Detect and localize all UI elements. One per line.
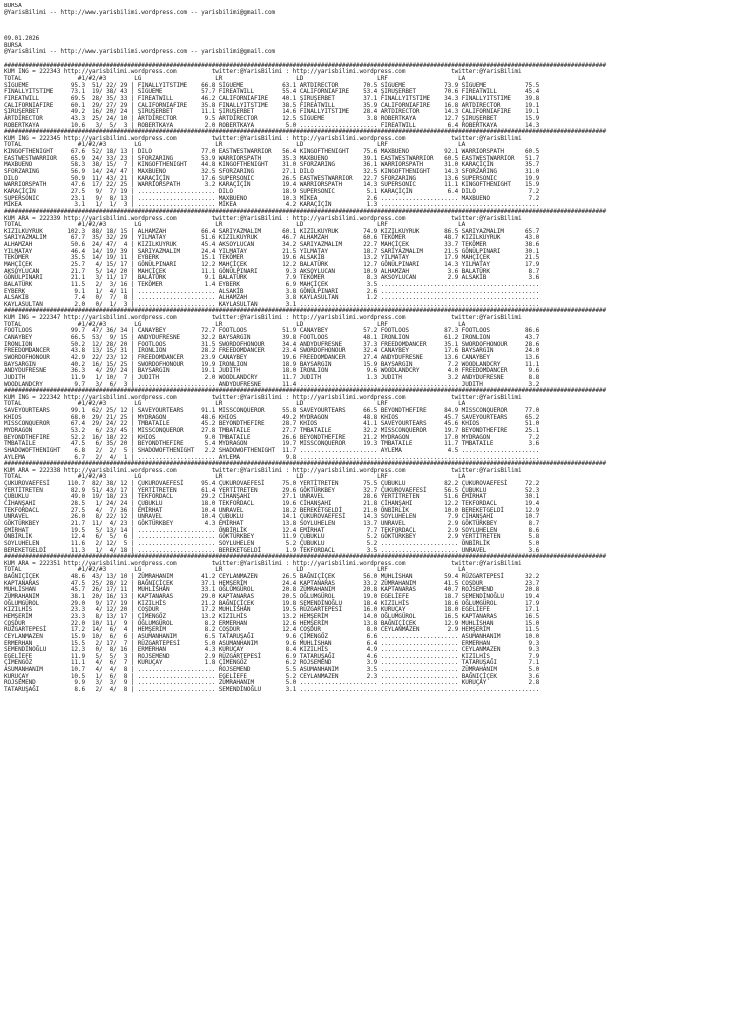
report-line: EYBERK 9.1 1/ 4/ 11 | ...................... ALSAKİB 3.8 GÖNÜLPINARI 2.6 ............................................. bbox=[4, 287, 540, 295]
report-line: FREEDOMDANCER 43.8 13/ 15/ 31 | IRONLION 28.2 FREEDOMDANCER 23.4 SWORDOFHONOUR 32.4 CANAYBEY 17.6 BAYSARGIN 24.0 bbox=[4, 347, 540, 355]
report-line: MYDRAGON 53.2 6/ 23/ 45 | MISSCONQUEROR 27.8 TMBATAILE 27.7 TMBATAILE 32.2 MISSCONQUEROR 19.7 BEYONDTHEFIRE 25.1 bbox=[4, 427, 540, 434]
race-header: KUM ING = 222345 http://yarisbilimi.wordpress.com twitter:@YarisBilimi : http://yarisbilimi.wordpress.com twitter:@YarisBilimi bbox=[4, 134, 522, 142]
column-header: TOTAL #1/#2/#3 LG LR LD LRF LA bbox=[4, 473, 466, 481]
report-line: DILO 50.9 11/ 43/ 21 | KARAÇİÇİN 17.6 SUPERSONIC 26.5 EASTWESTWARRIOR 22.7 SFORZARING 13.6 SUPERSONIC 19.9 bbox=[4, 174, 540, 182]
report-line: RÜZGARTEPESİ 17.2 14/ 6/ 4 | HEMŞERİM 8.2 COŞDUR 12.4 COŞDUR 8.0 CEYLANMAZEN 2.9 HEMŞERİM 11.5 bbox=[4, 626, 540, 634]
report-line: ÇİMENGÖZ 11.1 4/ 6/ 7 | KURUÇAY 1.8 ÇİMENGÖZ 6.2 ROJSEMEND 3.9 ...................... TATARUŞAĞI 7.1 bbox=[4, 659, 540, 667]
report-line: FINALLYITSTIME 73.1 19/ 38/ 43 | SİGUEME 57.7 FIREATWILL 55.4 CALIFORNIAFIRE 53.4 ŞIRUŞERBET 70.6 FIREATWILL 45.4 bbox=[4, 88, 540, 96]
report-line: BAĞNIÇİÇEK 48.6 43/ 13/ 10 | ZÜMRAHANIM 41.2 CEYLANMAZEN 26.5 BAĞNIÇİÇEK 56.0 MUHLİSHAN 59.4 RÜZGARTEPESİ 32.2 bbox=[4, 573, 540, 581]
race-header: KUM ING = 222347 http://yarisbilimi.wordpress.com twitter:@YarisBilimi : http://yarisbilimi.wordpress.com twitter:@YarisBilimi bbox=[4, 314, 522, 322]
report-line: BEYONDTHEFIRE 52.2 16/ 18/ 22 | KHIOS 9.0 TMBATAILE 26.6 BEYONDTHEFIRE 21.2 MYDRAGON 17.0 MYDRAGON 7.2 bbox=[4, 433, 540, 441]
report-line: WARRIORSPATH 47.6 17/ 22/ 25 | WARRIORSPATH 3.2 KARAÇİÇİN 19.4 WARRIORSPATH 14.3 SUPERSONIC 11.1 KINGOFTHENIGHT 15.9 bbox=[4, 181, 540, 189]
report-line: SFORZARING 56.9 14/ 24/ 47 | MAXBUENO 32.5 SFORZARING 27.1 DILO 32.5 KINGOFTHENIGHT 14.3 SFORZARING 31.0 bbox=[4, 168, 540, 176]
report-line: MAHÇİÇEK 25.7 4/ 15/ 17 | GÖNÜLPINARI 12.2 MAHÇİÇEK 12.2 BALATÜRK 12.7 GÖNÜLPINARI 14.3 YILMATAY 17.9 bbox=[4, 260, 540, 268]
race-header: KUM ARA = 222351 http://yarisbilimi.wordpress.com twitter:@YarisBilimi : http://yarisbilimi.wordpress.com twitter:@YarisBilimi bbox=[4, 559, 522, 567]
report-line: ERMERHAN 15.5 2/ 17/ 7 | RÜZGARTEPESİ 5.0 ASUMANHANIM 9.6 MUHLİSHAN 6.4 ...................... ERMERHAN 9.3 bbox=[4, 639, 540, 647]
report-line: 09.01.2026 bbox=[4, 35, 40, 43]
report-line: ŞIRUŞERBET 49.2 16/ 20/ 24 | ŞIRUŞERBET 11.1 ŞIRUŞERBET 14.6 FINALLYITSTIME 28.4 ARTDIRECTOR 14.3 CALIFORNIAFIRE 19.1 bbox=[4, 108, 540, 116]
column-header: TOTAL #1/#2/#3 LG LR LD LRF LA bbox=[4, 75, 466, 83]
report-line: TMBATAILE 47.5 6/ 35/ 20 | BEYONDTHEFIRE 5.4 MYDRAGON 19.7 MISSCONQUEROR 19.3 TMBATAILE 11.7 TMBATAILE 3.6 bbox=[4, 440, 540, 448]
report-line: EASTWESTWARRIOR 65.9 24/ 33/ 23 | SFORZARING 53.9 WARRIORSPATH 35.3 MAXBUENO 39.1 EASTWESTWARRIOR 60.5 EASTWESTWARRIOR 51.7 bbox=[4, 154, 540, 162]
report-line: BAYSARGIN 40.2 16/ 15/ 25 | SWORDOFHONOUR 19.9 IRONLION 18.9 BAYSARGIN 15.9 BAYSARGIN 7.2 WOODLANDCRY 11.1 bbox=[4, 360, 540, 368]
report-line: MISSCONQUEROR 67.4 29/ 24/ 22 | TMBATAILE 45.2 BEYONDTHEFIRE 28.7 KHIOS 41.1 SAVEYOURTEARS 45.6 KHIOS 51.0 bbox=[4, 420, 540, 428]
report-line: UNRAVEL 26.0 8/ 22/ 12 | UNRAVEL 10.4 ÇUBUKLU 14.1 ÇUKUROVAEFESİ 14.3 SOYLUHELEN 7.9 CİHANŞAHI 10.7 bbox=[4, 513, 540, 521]
report-line: TATARUŞAĞI 8.6 2/ 4/ 8 | ...................... SEMENDİNOĞLU 3.1 .................................................................... bbox=[4, 685, 540, 693]
report-line: COŞDUR 22.0 10/ 11/ 9 | OĞLUMGÜROL 8.2 ERMERHAN 12.6 HEMŞERİM 13.8 BAĞNIÇİÇEK 12.9 MUHLİSHAN 15.0 bbox=[4, 619, 540, 627]
race-header: KUM ING = 222342 http://yarisbilimi.wordpress.com twitter:@YarisBilimi : http://yarisbilimi.wordpress.com twitter:@YarisBilimi bbox=[4, 393, 522, 401]
race-header: KUM ING = 222343 http://yarisbilimi.wordpress.com twitter:@YarisBilimi : http://yarisbilimi.wordpress.com twitter:@YarisBilimi bbox=[4, 68, 522, 76]
report-line: SAVEYOURTEARS 99.1 62/ 25/ 12 | SAVEYOURTEARS 91.1 MISSCONQUEROR 55.8 SAVEYOURTEARS 66.5 BEYONDTHEFIRE 84.9 MISSCONQUEROR 77.0 bbox=[4, 407, 540, 415]
report-line: BURSA bbox=[4, 3, 22, 9]
report-line: KINGOFTHENIGHT 67.6 52/ 18/ 13 | DILO 77.0 EASTWESTWARRIOR 56.4 KINGOFTHENIGHT 75.6 MAXBUENO 92.1 WARRIORSPATH 60.5 bbox=[4, 148, 540, 156]
report-line: SUPERSONIC 23.1 9/ 8/ 13 | ...................... MAXBUENO 10.3 MİKEA 2.6 ...................... MAXBUENO 7.2 bbox=[4, 194, 540, 202]
report-line: ASUMANHANIM 10.7 4/ 4/ 8 | ...................... ROJSEMEND 5.5 ASUMANHANIM 3.5 ...................... ZÜMRAHANIM 5.0 bbox=[4, 666, 540, 674]
section-divider: ########################################################################################################################################################################### bbox=[4, 387, 607, 395]
report-line: AYLEMA 6.7 2/ 4/ 1 | ...................... AYLEMA 9.8 .................................................................... bbox=[4, 453, 540, 461]
report-line: ÖNBİRLİK 12.4 6/ 5/ 6 | ...................... GÖKTÜRKBEY 11.9 ÇUBUKLU 5.2 GÖKTÜRKBEY 2.9 YERTİTRETEN 5.8 bbox=[4, 533, 540, 541]
section-divider: ########################################################################################################################################################################### bbox=[4, 553, 607, 561]
blank-line bbox=[4, 16, 756, 23]
report-line: KIZILHİS 23.3 4/ 12/ 20 | COŞDUR 17.2 MUHLİSHAN 19.5 RÜZGARTEPESİ 16.0 KURUÇAY 18.0 EGELİEFE 17.1 bbox=[4, 606, 540, 614]
report-line: ALHAMZAH 50.6 24/ 47/ 4 | KIZILKUYRUK 45.4 AKSOYLUCAN 34.2 SARIYAZMALIM 22.7 MAHÇİÇEK 33.7 TEKÖMER 38.6 bbox=[4, 241, 540, 249]
report-line: KIZILKUYRUK 102.3 88/ 18/ 15 | ALHAMZAH 66.4 SARIYAZMALIM 60.1 KIZILKUYRUK 74.9 KIZILKUYRUK 86.5 SARIYAZMALIM 65.7 bbox=[4, 227, 540, 235]
report-line: @YarisBilimi -- http://www.yarisbilimi.wordpress.com -- yarisbilimi@gmail.com bbox=[4, 8, 276, 16]
report-line: TEKFORDACL 27.5 4/ 7/ 36 | EMİRHAT 10.4 UNRAVEL 18.2 BEREKETGELDİ 21.0 ÖNBİRLİK 10.0 BEREKETGELDİ 12.9 bbox=[4, 506, 540, 514]
report-line: CALIFORNIAFIRE 60.1 29/ 27/ 29 | CALIFORNIAFIRE 35.8 FINALLYITSTIME 38.5 FIREATWILL 35.9 CALIFORNIAFIRE 16.8 ARTDIRECTOR 19.1 bbox=[4, 101, 540, 109]
section-divider: ########################################################################################################################################################################### bbox=[4, 128, 607, 136]
report-line: ROJSEMEND 9.9 3/ 3/ 9 | ...................... ZÜMRAHANIM 5.0 ...................... ...................... KURUÇAY 2.8 bbox=[4, 679, 540, 687]
report-line: ZÜMRAHANIM 38.1 20/ 16/ 13 | KAPTANARAS 29.0 KAPTANARAS 20.5 OĞLUMGÜROL 19.0 EGELİEFE 18.7 SEMENDİNOĞLU 19.4 bbox=[4, 593, 540, 601]
report-line: JUDITH 11.9 1/ 10/ 7 | JUDITH 2.0 WOODLANDCRY 11.7 JUDITH 1.3 JUDITH 3.2 ANDYDUFRESNE 8.8 bbox=[4, 373, 540, 381]
report-line: SİGUEME 95.3 51/ 22/ 29 | FINALLYITSTIME 66.8 SİGUEME 63.1 ARTDIRECTOR 70.5 SİGUEME 73.9 SİGUEME 75.5 bbox=[4, 81, 540, 89]
report-line: BEREKETGELDİ 11.3 1/ 4/ 18 | ...................... BEREKETGELDİ 1.9 TEKFORDACL 3.5 ...................... UNRAVEL 3.6 bbox=[4, 546, 540, 554]
report-line: YERTİTRETEN 82.9 51/ 43/ 17 | YERTİTRETEN 61.4 YERTİTRETEN 29.6 GÖKTÜRKBEY 32.7 ÇUKUROVAEFESİ 56.5 ÇUBUKLU 52.3 bbox=[4, 486, 540, 494]
race-report bbox=[4, 3, 756, 694]
report-line: KURUÇAY 10.5 1/ 6/ 8 | ...................... EGELİEFE 5.2 CEYLANMAZEN 2.3 ...................... BAĞNIÇİÇEK 3.6 bbox=[4, 672, 540, 680]
section-divider: ########################################################################################################################################################################### bbox=[4, 460, 607, 468]
section-divider: ########################################################################################################################################################################### bbox=[4, 207, 607, 215]
report-line: GÖKTÜRKBEY 21.7 11/ 4/ 23 | GÖKTÜRKBEY 4.3 EMİRHAT 13.8 SOYLUHELEN 13.7 UNRAVEL 2.9 GÖKTÜRKBEY 8.7 bbox=[4, 519, 540, 527]
report-line: EMİRHAT 19.5 5/ 13/ 14 | ...................... ÖNBİRLİK 12.4 EMİRHAT 7.7 TEKFORDACL 2.9 SOYLUHELEN 8.6 bbox=[4, 526, 540, 534]
section-divider: ########################################################################################################################################################################### bbox=[4, 307, 607, 315]
blank-line bbox=[4, 23, 756, 30]
report-line: KHIOS 68.0 29/ 21/ 25 | MYDRAGON 48.6 KHIOS 49.2 MYDRAGON 48.8 KHIOS 45.7 SAVEYOURTEARS 65.2 bbox=[4, 413, 540, 421]
report-line: BURSA bbox=[4, 41, 22, 49]
report-line: KAYLASULTAN 2.0 0/ 1/ 3 | ...................... KAYLASULTAN 3.1 .................................................................... bbox=[4, 300, 540, 308]
report-line: SARIYAZMALIM 67.7 35/ 32/ 29 | YILMATAY 51.6 KIZILKUYRUK 46.7 ALHAMZAH 60.6 TEKÖMER 48.7 KIZILKUYRUK 43.0 bbox=[4, 234, 540, 242]
column-header: TOTAL #1/#2/#3 LG LR LD LRF LA bbox=[4, 221, 466, 229]
report-line: CEYLANMAZEN 15.9 10/ 6/ 6 | ASUMANHANIM 6.5 TATARUŞAĞI 9.6 ÇİMENGÖZ 6.6 ...................... ASUMANHANIM 10.0 bbox=[4, 632, 540, 640]
report-line: EGELİEFE 11.9 5/ 5/ 3 | ROJSEMEND 2.9 RÜZGARTEPESİ 6.9 TATARUŞAĞI 4.6 ...................... KIZILHİS 7.9 bbox=[4, 652, 540, 660]
report-line: SHADOWOFTHENIGHT 6.8 2/ 2/ 5 | SHADOWOFTHENIGHT 2.2 SHADOWOFTHENIGHT 11.7 ...................... AYLEMA 4.5 ...................... bbox=[4, 446, 540, 454]
race-header: KUM ARA = 222339 http://yarisbilimi.wordpress.com twitter:@YarisBilimi : http://yarisbilimi.wordpress.com twitter:@YarisBilimi bbox=[4, 214, 522, 222]
report-line: MİKEA 3.1 1/ 1/ 3 | ...................... MİKEA 4.2 KARAÇİÇİN 1.3 ............................................. bbox=[4, 201, 540, 209]
report-line: ANDYDUFRESNE 36.3 4/ 29/ 24 | BAYSARGIN 19.1 JUDITH 18.0 IRONLION 9.6 WOODLANDCRY 4.0 FREEDOMDANCER 9.6 bbox=[4, 367, 540, 375]
report-line: SWORDOFHONOUR 42.9 22/ 23/ 12 | FREEDOMDANCER 23.9 CANAYBEY 19.6 FREEDOMDANCER 27.4 ANDYDUFRESNE 13.6 CANAYBEY 13.6 bbox=[4, 353, 540, 361]
column-header: TOTAL #1/#2/#3 LG LR LD LRF LA bbox=[4, 566, 466, 574]
report-line: YILMATAY 46.4 14/ 19/ 39 | SARIYAZMALIM 24.4 YILMATAY 21.5 YILMATAY 18.7 SARIYAZMALIM 21.5 GÖNÜLPINARI 30.1 bbox=[4, 247, 540, 255]
report-line: MAXBUENO 58.3 38/ 15/ 7 | KINGOFTHENIGHT 44.8 KINGOFTHENIGHT 31.0 SFORZARING 36.1 WARRIORSPATH 31.0 KARAÇİÇİN 35.7 bbox=[4, 161, 540, 169]
report-line: SOYLUHELEN 11.6 2/ 12/ 5 | ...................... SOYLUHELEN 5.2 ÇUBUKLU 5.2 ...................... ÖNBİRLİK 5.0 bbox=[4, 539, 540, 547]
race-header: KUM ARA = 222338 http://yarisbilimi.wordpress.com twitter:@YarisBilimi : http://yarisbilimi.wordpress.com twitter:@YarisBilimi bbox=[4, 466, 522, 474]
report-line: IRONLION 50.2 12/ 28/ 20 | FOOTLOOS 31.5 SWORDOFHONOUR 34.4 ANDYDUFRESNE 37.3 FREEDOMDANCER 35.1 SWORDOFHONOUR 28.6 bbox=[4, 340, 540, 348]
report-line: HEMŞERİM 23.3 8/ 13/ 17 | ÇİMENGÖZ 13.2 KIZILHİS 13.2 HEMŞERİM 14.0 OĞLUMGÜROL 16.5 KAPTANARAS 16.5 bbox=[4, 612, 540, 620]
report-line: WOODLANDCRY 9.7 3/ 6/ 3 | ...................... ANDYDUFRESNE 11.4 ...................... ...................... JUDITH 3.2 bbox=[4, 380, 540, 388]
report-line: GÖNÜLPINARI 21.1 3/ 11/ 17 | BALATÜRK 9.1 BALATÜRK 7.9 TEKÖMER 8.3 AKSOYLUCAN 2.9 ALSAKİB 3.6 bbox=[4, 274, 540, 282]
section-divider: ########################################################################################################################################################################### bbox=[4, 61, 607, 69]
column-header: TOTAL #1/#2/#3 LG LR LD LRF LA bbox=[4, 320, 466, 328]
report-line: MUHLİSHAN 45.7 26/ 17/ 11 | MUHLİSHAN 33.1 OĞLUMGÜROL 20.8 ZÜMRAHANIM 20.8 KAPTANARAS 40.7 ROJSEMEND 20.8 bbox=[4, 586, 540, 594]
column-header: TOTAL #1/#2/#3 LG LR LD LRF LA bbox=[4, 141, 466, 149]
report-line: SEMENDİNOĞLU 12.3 0/ 8/ 16 | ERMERHAN 4.3 KURUÇAY 8.4 KIZILHİS 4.9 ...................... CEYLANMAZEN 9.3 bbox=[4, 646, 540, 654]
report-line: FIREATWILL 69.5 28/ 35/ 33 | FIREATWILL 46.2 CALIFORNIAFIRE 40.1 ŞIRUŞERBET 37.1 FINALLYITSTIME 34.3 FINALLYITSTIME 39.8 bbox=[4, 94, 540, 102]
report-line: ÇUBUKLU 49.0 19/ 18/ 23 | TEKFORDACL 29.2 CİHANŞAHI 27.1 UNRAVEL 28.6 YERTİTRETEN 51.6 EMİRHAT 30.1 bbox=[4, 493, 540, 501]
report-line: CİHANŞAHI 28.5 1/ 24/ 24 | ÇUBUKLU 18.0 TEKFORDACL 19.6 CİHANŞAHI 21.8 CİHANŞAHI 12.2 TEKFORDACL 19.4 bbox=[4, 500, 540, 508]
report-line: TEKÖMER 35.5 14/ 19/ 11 | EYBERK 15.1 TEKÖMER 19.6 ALSAKİB 13.2 YILMATAY 17.9 MAHÇİÇEK 21.5 bbox=[4, 254, 540, 262]
report-line: OĞLUMGÜROL 29.0 9/ 17/ 19 | KIZILHİS 21.2 BAĞNIÇİÇEK 19.8 SEMENDİNOĞLU 18.4 KIZILHİS 18.6 OĞLUMGÜROL 17.9 bbox=[4, 599, 540, 607]
report-line: KAPTANARAS 47.5 25/ 28/ 12 | BAĞNIÇİÇEK 37.1 HEMŞERİM 24.4 KAPTANARAS 33.2 ZÜMRAHANIM 41.5 COŞDUR 23.7 bbox=[4, 579, 540, 587]
report-line: ROBERTKAYA 10.6 3/ 5/ 3 | ROBERTKAYA 2.0 ROBERTKAYA 5.0 ...................... FIREATWILL 6.4 ROBERTKAYA 14.3 bbox=[4, 121, 540, 129]
report-line: BALATÜRK 11.5 2/ 3/ 16 | TEKÖMER 1.4 EYBERK 6.9 MAHÇİÇEK 3.5 ............................................. bbox=[4, 280, 540, 288]
blank-line bbox=[4, 30, 756, 37]
report-line: KARAÇİÇİN 27.5 9/ 7/ 19 | ...................... DILO 18.9 SUPERSONIC 5.1 KARAÇİÇİN 6.4 DILO 7.2 bbox=[4, 187, 540, 195]
report-line: ALSAKİB 7.4 0/ 7/ 8 | ...................... ALHAMZAH 3.8 KAYLASULTAN 1.2 ............................................. bbox=[4, 294, 540, 302]
report-line: CANAYBEY 66.5 53/ 9/ 15 | ANDYDUFRESNE 32.2 BAYSARGIN 39.8 FOOTLOOS 48.1 IRONLION 61.2 IRONLION 43.7 bbox=[4, 334, 540, 342]
report-line: FOOTLOOS 99.7 47/ 36/ 34 | CANAYBEY 72.7 FOOTLOOS 51.9 CANAYBEY 57.2 FOOTLOOS 87.3 FOOTLOOS 86.6 bbox=[4, 327, 540, 335]
column-header: TOTAL #1/#2/#3 LG LR LD LRF LA bbox=[4, 400, 466, 408]
report-line: ÇUKUROVAEFESİ 110.7 82/ 38/ 12 | ÇUKUROVAEFESİ 95.4 ÇUKUROVAEFESİ 75.0 YERTİTRETEN 75.5 ÇUBUKLU 82.2 ÇUKUROVAEFESİ 72.2 bbox=[4, 480, 540, 488]
report-line: @YarisBilimi -- http://www.yarisbilimi.wordpress.com -- yarisbilimi@gmail.com bbox=[4, 48, 276, 56]
report-line: ARTDIRECTOR 43.3 25/ 24/ 10 | ARTDIRECTOR 9.5 ARTDIRECTOR 12.5 SİGUEME 3.8 ROBERTKAYA 12.7 ŞIRUŞERBET 15.9 bbox=[4, 114, 540, 122]
report-line: AKSOYLUCAN 21.7 5/ 14/ 20 | MAHÇİÇEK 11.1 GÖNÜLPINARI 9.3 AKSOYLUCAN 10.9 ALHAMZAH 3.6 BALATÜRK 8.7 bbox=[4, 267, 540, 275]
